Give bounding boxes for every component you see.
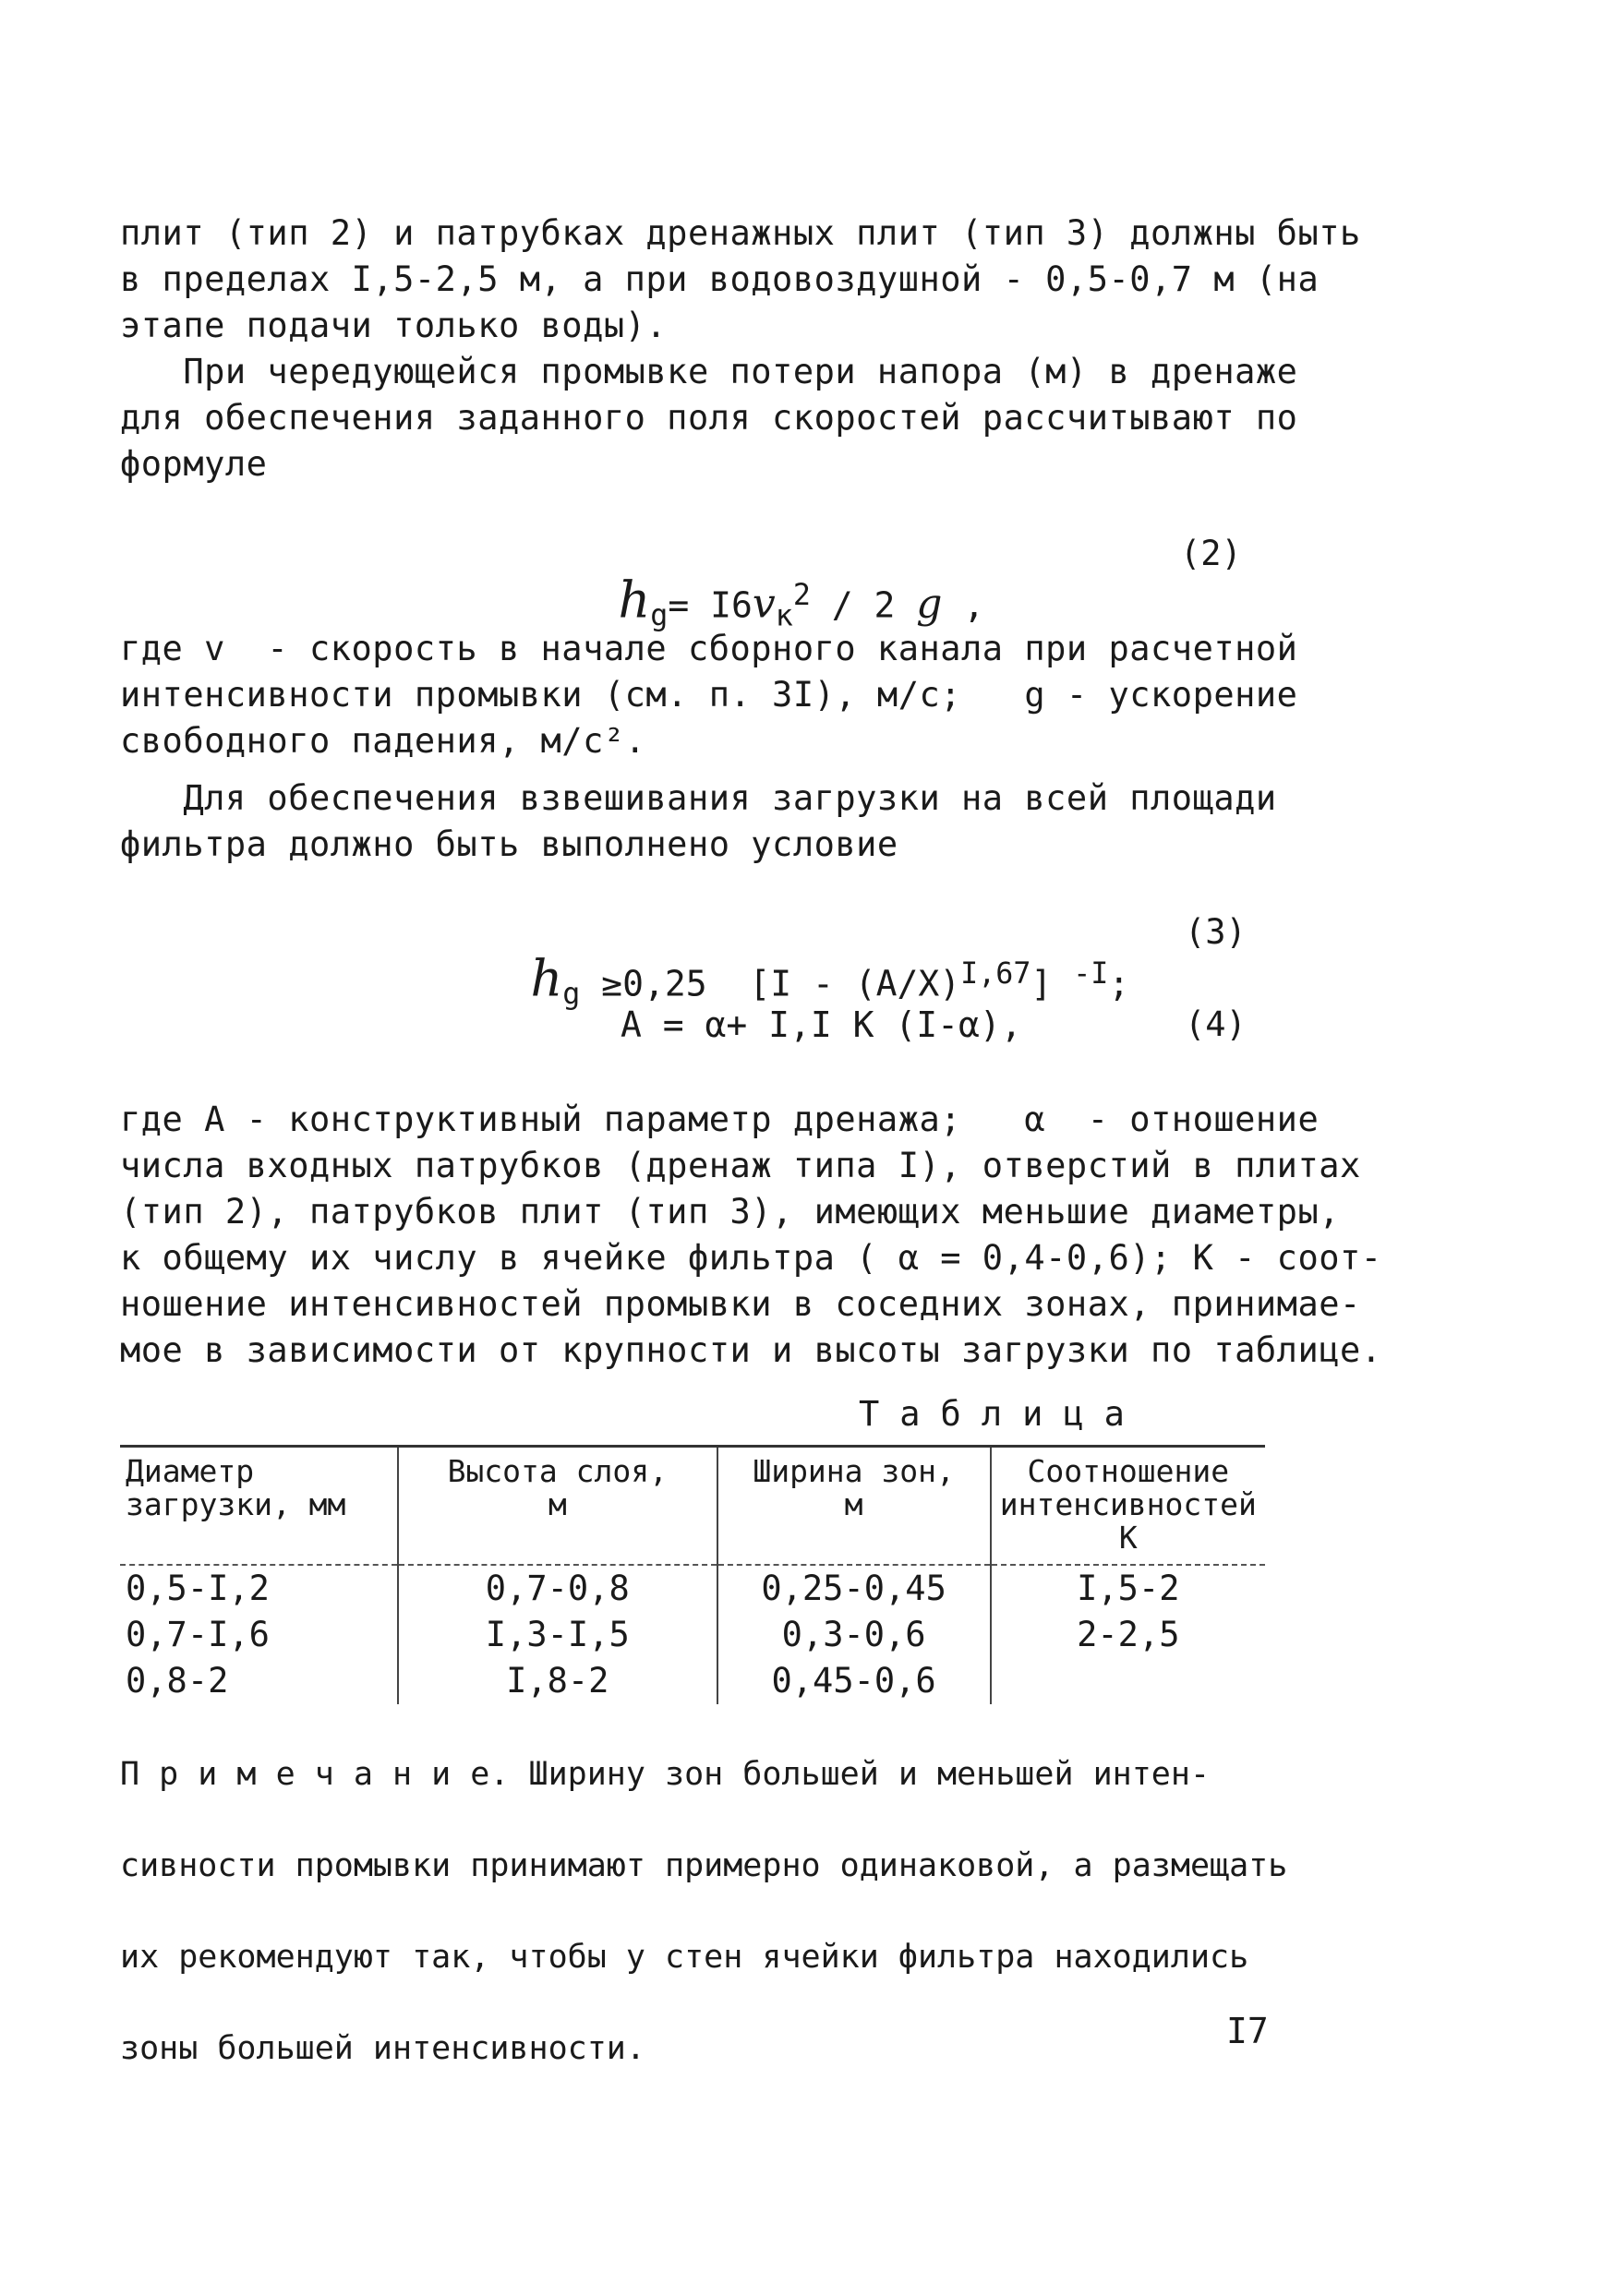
- table-note: [120, 1699, 1288, 2125]
- equation-number: (4): [1185, 1004, 1247, 1044]
- page-number: I7: [1226, 2011, 1269, 2051]
- column-header: Высота слоя, м: [398, 1447, 717, 1566]
- table-cell: 0,7-I,6: [126, 1615, 270, 1654]
- table-caption: Таблица: [859, 1394, 1145, 1434]
- formula-4: A = α+ I,I K (I-α),: [621, 1004, 1022, 1045]
- equation-number: (2): [1180, 534, 1242, 573]
- text-line: к общему их числу в ячейке фильтра ( α = 0,4-0,6); K - соот-: [120, 1238, 1382, 1278]
- text-line: свободного падения, м/с².: [120, 721, 646, 761]
- table-header-row: [120, 1447, 1265, 1566]
- text-line: где A - конструктивный параметр дренажа; α - отношение: [120, 1100, 1320, 1139]
- data-table: [120, 1445, 1265, 1704]
- table-cell: 0,25-0,45: [717, 1565, 991, 1612]
- table-row: [120, 1565, 1265, 1612]
- text-line: (тип 2), патрубков плит (тип 3), имеющих меньшие диаметры,: [120, 1192, 1341, 1232]
- equation-number: (3): [1185, 912, 1247, 952]
- table-cell: I,5-2: [991, 1565, 1265, 1612]
- text-line: где v - скорость в начале сборного канала при расчетной: [120, 629, 1298, 668]
- note-line: их рекомендуют так, чтобы у стен ячейки фильтра находились: [120, 1939, 1249, 1976]
- text-line: формуле: [120, 444, 268, 484]
- table-row: [120, 1658, 1265, 1704]
- text-line: При чередующейся промывке потери напора (м) в дренаже: [120, 352, 1298, 391]
- table-cell: I,3-I,5: [398, 1612, 717, 1658]
- table-cell: 0,7-0,8: [398, 1565, 717, 1612]
- formula-2: $h_g= I6v_к^2 / 2$ g ,: [618, 571, 985, 633]
- formula-3: $h_g \ge 0,25$ $[I - (A/X)^{I,67}]$ $^{-I}$;: [530, 949, 1130, 1012]
- table-row: [120, 1612, 1265, 1658]
- text-line: для обеспечения заданного поля скоростей рассчитывают по: [120, 398, 1298, 438]
- column-header: Соотношение интенсивностей K: [991, 1447, 1265, 1566]
- text-line: Для обеспечения взвешивания загрузки на всей площади: [120, 778, 1277, 818]
- note-line: зоны большей интенсивности.: [120, 2030, 645, 2067]
- table-cell: 0,8-2: [126, 1661, 229, 1701]
- text-line: ношение интенсивностей промывки в соседних зонах, принимае-: [120, 1284, 1361, 1324]
- note-line: П р и м е ч а н и е. Ширину зон большей и меньшей интен-: [120, 1756, 1211, 1793]
- note-line: сивности промывки принимают примерно одинаковой, а размещать: [120, 1847, 1288, 1884]
- table-cell: I,8-2: [398, 1658, 717, 1704]
- table-cell: 0,3-0,6: [717, 1612, 991, 1658]
- table-cell: [991, 1658, 1265, 1704]
- text-line: числа входных патрубков (дренаж типа I), отверстий в плитах: [120, 1146, 1361, 1185]
- table-cell: 0,5-I,2: [126, 1569, 270, 1608]
- column-header: Диаметр загрузки, мм: [120, 1447, 398, 1566]
- text-line: плит (тип 2) и патрубках дренажных плит (тип 3) должны быть: [120, 213, 1361, 253]
- text-line: мое в зависимости от крупности и высоты загрузки по таблице.: [120, 1330, 1382, 1370]
- column-header: Ширина зон, м: [717, 1447, 991, 1566]
- text-line: этапе подачи только воды).: [120, 306, 668, 345]
- text-line: фильтра должно быть выполнено условие: [120, 824, 898, 864]
- table-cell: 0,45-0,6: [717, 1658, 991, 1704]
- table-cell: 2-2,5: [991, 1612, 1265, 1658]
- text-line: в пределах I,5-2,5 м, а при водовоздушной - 0,5-0,7 м (на: [120, 259, 1320, 299]
- text-line: интенсивности промывки (см. п. 3I), м/с; g - ускорение: [120, 675, 1298, 715]
